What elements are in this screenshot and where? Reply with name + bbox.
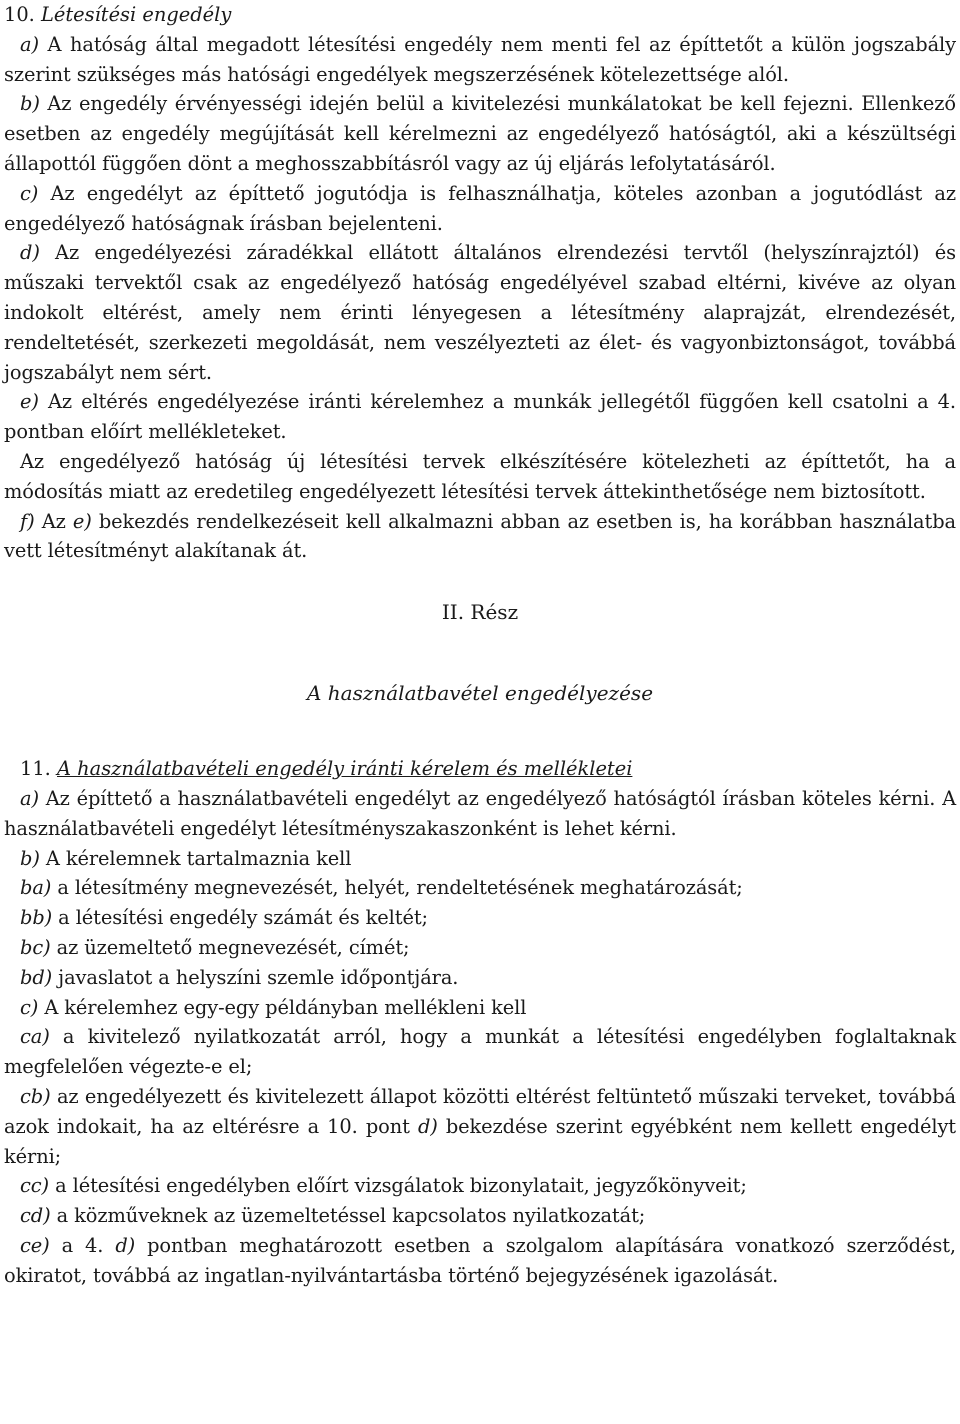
- paragraph-text: A kérelemhez egy-egy példányban mellékleni kell: [44, 995, 527, 1019]
- section-10-heading: [4, 0, 956, 30]
- paragraph-f: [4, 507, 956, 567]
- paragraph-marker: a): [20, 786, 39, 810]
- paragraph-text: Az engedélyt az építtető jogutódja is felhasználhatja, köteles azonban a jogutódlást az engedélyező hatóságnak írásban bejelenteni.: [4, 181, 956, 235]
- list-text: a kivitelező nyilatkozatát arról, hogy a munkát a létesítési engedélyben foglaltaknak megfelelően végezte-e el;: [4, 1025, 956, 1079]
- section-title: Létesítési engedély: [41, 3, 232, 26]
- paragraph-text: Az: [41, 509, 66, 533]
- list-item-ce: [4, 1231, 956, 1291]
- paragraph-marker: e): [20, 390, 39, 414]
- paragraph-text: Az engedélyezési záradékkal ellátott általános elrendezési tervtől (helyszínrajztól) és műszaki tervektől csak az engedélyező hatóság engedélyével szabad eltérni, kivéve az olyan indokolt eltérést, amely nem érinti lényegesen a létesítmény alaprajzát, elrendezését, rendeltetését, szerkezeti megoldását, nem veszélyezteti az élet- és vagyonbiztonságot, továbbá jogszabályt nem sért.: [4, 241, 956, 384]
- part-label: II. Rész: [441, 600, 519, 625]
- section-title: A használatbavételi engedély iránti kérelem és mellékletei: [57, 757, 633, 781]
- paragraph-text: bekezdés rendelkezéseit kell alkalmazni abban az esetben is, ha korábban használatba vett létesítményt alakítanak át.: [4, 509, 956, 563]
- paragraph-text: Az engedélyező hatóság új létesítési tervek elkészítésére kötelezheti az építtetőt, ha a módosítás miatt az eredetileg engedélyezett létesítési tervek áttekinthetősége nem biztosított.: [4, 449, 956, 503]
- section-number: 10.: [4, 3, 35, 26]
- paragraph-marker: b): [20, 92, 40, 116]
- paragraph-marker: c): [20, 181, 39, 205]
- list-item-ba: [4, 873, 956, 903]
- list-reference: d): [115, 1233, 136, 1257]
- list-text: a létesítési engedély számát és keltét;: [58, 906, 428, 930]
- list-marker: bc): [20, 935, 51, 959]
- section-number: 11.: [20, 757, 51, 781]
- paragraph-marker: f): [20, 509, 35, 533]
- paragraph-b: [4, 89, 956, 178]
- paragraph-text: Az eltérés engedélyezése iránti kérelemhez a munkák jellegétől függően kell csatolni a 4. pontban előírt mellékleteket.: [4, 390, 956, 444]
- part-title: A használatbavétel engedélyezése: [306, 681, 654, 706]
- paragraph-text: A kérelemnek tartalmaznia kell: [45, 846, 352, 870]
- list-marker: cc): [20, 1174, 49, 1198]
- list-item-cd: [4, 1201, 956, 1231]
- paragraph-marker: d): [20, 241, 40, 265]
- list-marker: ce): [20, 1233, 50, 1257]
- paragraph-a: [4, 30, 956, 90]
- paragraph-marker: c): [20, 995, 39, 1019]
- list-text: javaslatot a helyszíni szemle időpontjára.: [58, 965, 459, 989]
- spacer: [4, 708, 956, 754]
- paragraph-c: [4, 179, 956, 239]
- list-item-ca: [4, 1022, 956, 1082]
- list-marker: cb): [20, 1084, 51, 1108]
- paragraph-marker: a): [20, 32, 39, 56]
- paragraph-reference: e): [72, 509, 92, 533]
- list-marker: bd): [20, 965, 53, 989]
- list-text: a 4.: [61, 1233, 104, 1257]
- paragraph-marker: b): [20, 846, 40, 870]
- paragraph-e-continued: [4, 447, 956, 507]
- list-item-bd: [4, 963, 956, 993]
- paragraph-text: A hatóság által megadott létesítési engedély nem menti fel az építtetőt a külön jogszabály szerint szükséges más hatósági engedélyek megszerzésének kötelezettsége alól.: [4, 32, 956, 86]
- paragraph-11-b: [4, 844, 956, 874]
- list-item-bc: [4, 933, 956, 963]
- section-11-heading: [4, 754, 956, 784]
- list-item-cb: [4, 1082, 956, 1171]
- spacer: [4, 627, 956, 678]
- list-text: a létesítmény megnevezését, helyét, rendeltetésének meghatározását;: [57, 876, 743, 900]
- list-item-cc: [4, 1171, 956, 1201]
- paragraph-11-a: [4, 784, 956, 844]
- list-text: az engedélyezett és kivitelezett állapot közötti eltérést feltüntető műszaki terveket, továbbá azok indokait, ha az eltérésre a 10. pont: [4, 1084, 956, 1138]
- paragraph-text: Az engedély érvényességi idején belül a kivitelezési munkálatokat be kell fejezni. Ellenkező esetben az engedély megújítását kell kérelmezni az engedélyező hatóságtól, aki a készültségi állapottól függően dönt a meghosszabbításról vagy az új eljárás lefolytatásáról.: [4, 92, 956, 175]
- paragraph-text: Az építtető a használatbavételi engedélyt az engedélyező hatóságtól írásban köteles kérni. A használatbavételi engedélyt létesítményszakaszonként is lehet kérni.: [4, 786, 956, 840]
- list-marker: cd): [20, 1204, 51, 1228]
- list-text: pontban meghatározott esetben a szolgalom alapítására vonatkozó szerződést, okiratot, továbbá az ingatlan-nyilvántartásba történő bejegyzésének igazolását.: [4, 1233, 956, 1287]
- paragraph-e: [4, 387, 956, 447]
- spacer: [4, 566, 956, 597]
- list-marker: bb): [20, 906, 53, 930]
- list-item-bb: [4, 903, 956, 933]
- list-marker: ba): [20, 876, 52, 900]
- paragraph-d: [4, 238, 956, 387]
- paragraph-11-c: [4, 993, 956, 1023]
- list-text: bekezdése szerint egyébként nem kellett engedélyt kérni;: [4, 1114, 957, 1168]
- list-marker: ca): [20, 1025, 50, 1049]
- list-text: a közműveknek az üzemeltetéssel kapcsolatos nyilatkozatát;: [56, 1204, 646, 1228]
- list-reference: d): [417, 1114, 438, 1138]
- list-text: az üzemeltető megnevezését, címét;: [56, 935, 410, 959]
- list-text: a létesítési engedélyben előírt vizsgálatok bizonylatait, jegyzőkönyveit;: [55, 1174, 747, 1198]
